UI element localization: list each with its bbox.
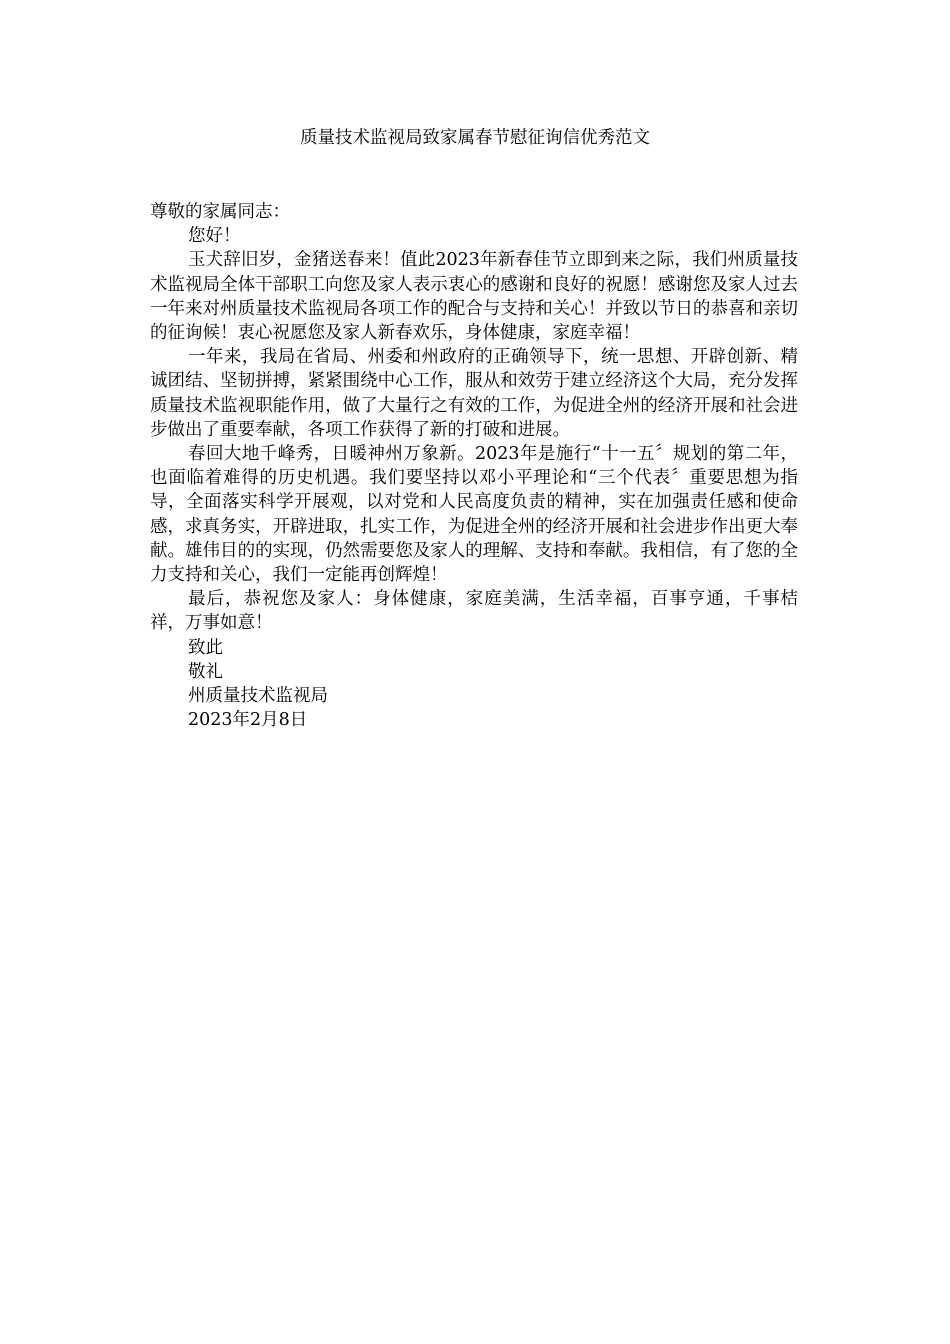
salutation: 尊敬的家属同志： (150, 202, 290, 222)
closing-line-1: 致此 (188, 637, 223, 658)
closing-line-2: 敬礼 (188, 661, 223, 682)
paragraph-2: 一年来，我局在省局、州委和州政府的正确领导下，统一思想、开辟创新、精诚团结、坚韧拼搏，紧紧围绕中心工作，服从和效劳于建立经济这个大局，充分发挥质量技术监视职能作用，做了大量行之有效的工作，为促进全州的经济开展和社会进步做出了重要奉献，各项工作获得了新的打破和进展。 (150, 347, 798, 440)
paragraph-4: 最后，恭祝您及家人：身体健康，家庭美满，生活幸福，百事亨通，千事桔祥，万事如意！ (150, 589, 798, 634)
paragraph-1: 玉犬辞旧岁，金猪送春来！值此2023年新春佳节立即到来之际，我们州质量技术监视局全体干部职工向您及家人表示衷心的感谢和良好的祝愿！感谢您及家人过去一年来对州质量技术监视局各项工作的配合与支持和关心！并致以节日的恭喜和亲切的征询候！衷心祝愿您及家人新春欢乐，身体健康，家庭幸福！ (150, 250, 798, 344)
letter-body (150, 200, 798, 732)
document-title: 质量技术监视局致家属春节慰征询信优秀范文 (300, 128, 650, 148)
signature: 州质量技术监视局 (188, 686, 328, 707)
paragraph-3: 春回大地千峰秀，日暖神州万象新。2023年是施行“十一五〞规划的第二年，也面临着难得的历史机遇。我们要坚持以邓小平理论和“三个代表〞重要思想为指导，全面落实科学开展观，以对党和人民高度负责的精神，实在加强责任感和使命感，求真务实，开辟进取，扎实工作，为促进全州的经济开展和社会进步作出更大奉献。雄伟目的的实现，仍然需要您及家人的理解、支持和奉献。我相信，有了您的全力支持和关心，我们一定能再创辉煌！ (150, 444, 798, 586)
letter-date: 2023年2月8日 (188, 710, 308, 731)
greeting: 您好！ (188, 226, 241, 247)
